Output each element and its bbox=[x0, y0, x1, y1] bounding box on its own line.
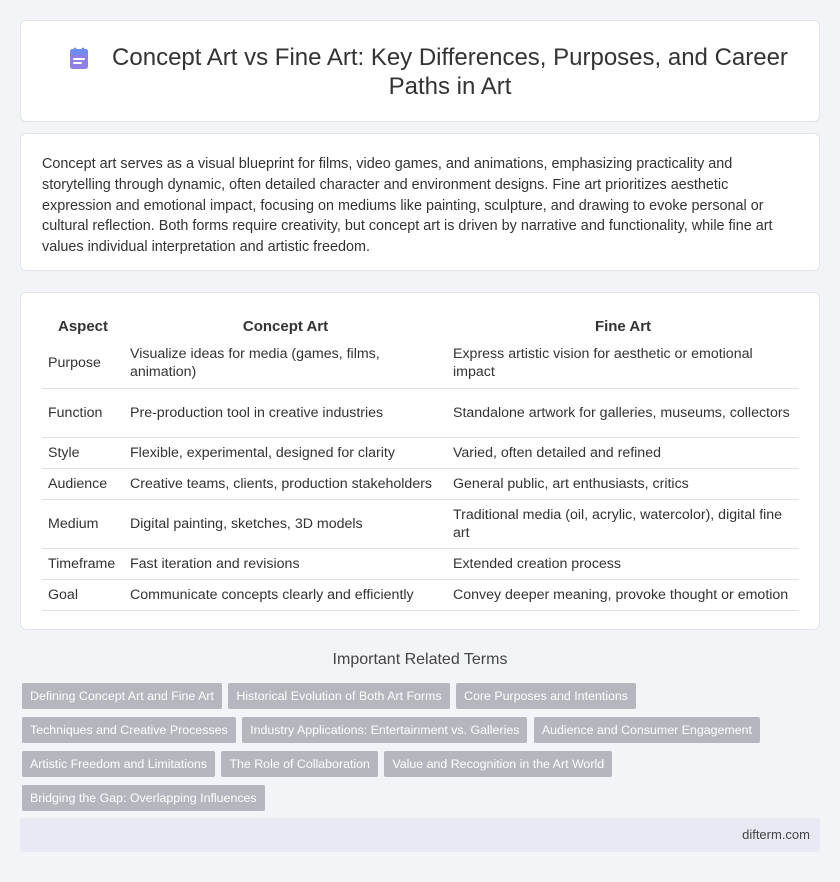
footer-site-link[interactable]: difterm.com bbox=[742, 827, 810, 842]
comparison-table-card bbox=[20, 292, 820, 630]
table-row bbox=[42, 548, 799, 579]
row-fine-art: Varied, often detailed and refined bbox=[447, 437, 799, 468]
related-term-tag[interactable]: Core Purposes and Intentions bbox=[456, 683, 636, 709]
intro-paragraph: Concept art serves as a visual blueprint for films, video games, and animations, emphasizing practicality and storytelling through dynamic, often detailed character and environment designs. Fine art prioritizes aesthetic expression and emotional impact, focusing on mediums like painting, sculpture, and drawing to evoke personal or cultural reflection. Both forms require creativity, but concept art is driven by narrative and functionality, while fine art values individual interpretation and artistic freedom. bbox=[42, 156, 773, 256]
related-terms-heading: Important Related Terms bbox=[332, 651, 508, 668]
header-aspect: Aspect bbox=[57, 317, 109, 335]
related-term-tag[interactable]: Audience and Consumer Engagement bbox=[534, 717, 760, 743]
row-concept-art: Flexible, experimental, designed for clarity bbox=[124, 437, 447, 468]
row-aspect: Goal bbox=[42, 579, 124, 610]
related-term-tag[interactable]: Artistic Freedom and Limitations bbox=[22, 751, 215, 777]
related-term-tag[interactable]: The Role of Collaboration bbox=[221, 751, 378, 777]
row-concept-art: Visualize ideas for media (games, films, animation) bbox=[124, 339, 447, 388]
title-card bbox=[20, 20, 820, 122]
table-row bbox=[42, 388, 799, 437]
row-aspect: Medium bbox=[42, 499, 124, 548]
related-term-tag[interactable]: Value and Recognition in the Art World bbox=[384, 751, 612, 777]
related-term-tag[interactable]: Techniques and Creative Processes bbox=[22, 717, 236, 743]
table-row bbox=[42, 499, 799, 548]
header-concept-art: Concept Art bbox=[242, 317, 329, 335]
row-aspect: Purpose bbox=[42, 339, 124, 388]
row-aspect: Timeframe bbox=[42, 548, 124, 579]
row-fine-art: Extended creation process bbox=[447, 548, 799, 579]
row-concept-art: Fast iteration and revisions bbox=[124, 548, 447, 579]
row-aspect: Audience bbox=[42, 468, 124, 499]
row-aspect: Function bbox=[42, 388, 124, 437]
footer-bar bbox=[20, 818, 820, 852]
table-row bbox=[42, 579, 799, 610]
row-fine-art: Express artistic vision for aesthetic or emotional impact bbox=[447, 339, 799, 388]
table-header-row bbox=[42, 313, 799, 339]
row-fine-art: Convey deeper meaning, provoke thought or emotion bbox=[447, 579, 799, 610]
row-fine-art: Traditional media (oil, acrylic, watercolor), digital fine art bbox=[447, 499, 799, 548]
row-fine-art: Standalone artwork for galleries, museums, collectors bbox=[447, 388, 799, 437]
table-row bbox=[42, 468, 799, 499]
related-terms-list bbox=[22, 683, 802, 819]
intro-card bbox=[20, 133, 820, 271]
row-aspect: Style bbox=[42, 437, 124, 468]
row-concept-art: Communicate concepts clearly and efficiently bbox=[124, 579, 447, 610]
table-row bbox=[42, 437, 799, 468]
related-term-tag[interactable]: Industry Applications: Entertainment vs. Galleries bbox=[242, 717, 527, 743]
related-term-tag[interactable]: Defining Concept Art and Fine Art bbox=[22, 683, 222, 709]
header-fine-art: Fine Art bbox=[594, 317, 652, 335]
row-concept-art: Pre-production tool in creative industries bbox=[124, 388, 447, 437]
row-fine-art: General public, art enthusiasts, critics bbox=[447, 468, 799, 499]
row-concept-art: Creative teams, clients, production stakeholders bbox=[124, 468, 447, 499]
comparison-table bbox=[42, 313, 799, 611]
table-row bbox=[42, 339, 799, 388]
related-term-tag[interactable]: Historical Evolution of Both Art Forms bbox=[228, 683, 449, 709]
page-title: Concept Art vs Fine Art: Key Differences, Purposes, and Career Paths in Art bbox=[112, 44, 788, 100]
row-concept-art: Digital painting, sketches, 3D models bbox=[124, 499, 447, 548]
related-term-tag[interactable]: Bridging the Gap: Overlapping Influences bbox=[22, 785, 265, 811]
